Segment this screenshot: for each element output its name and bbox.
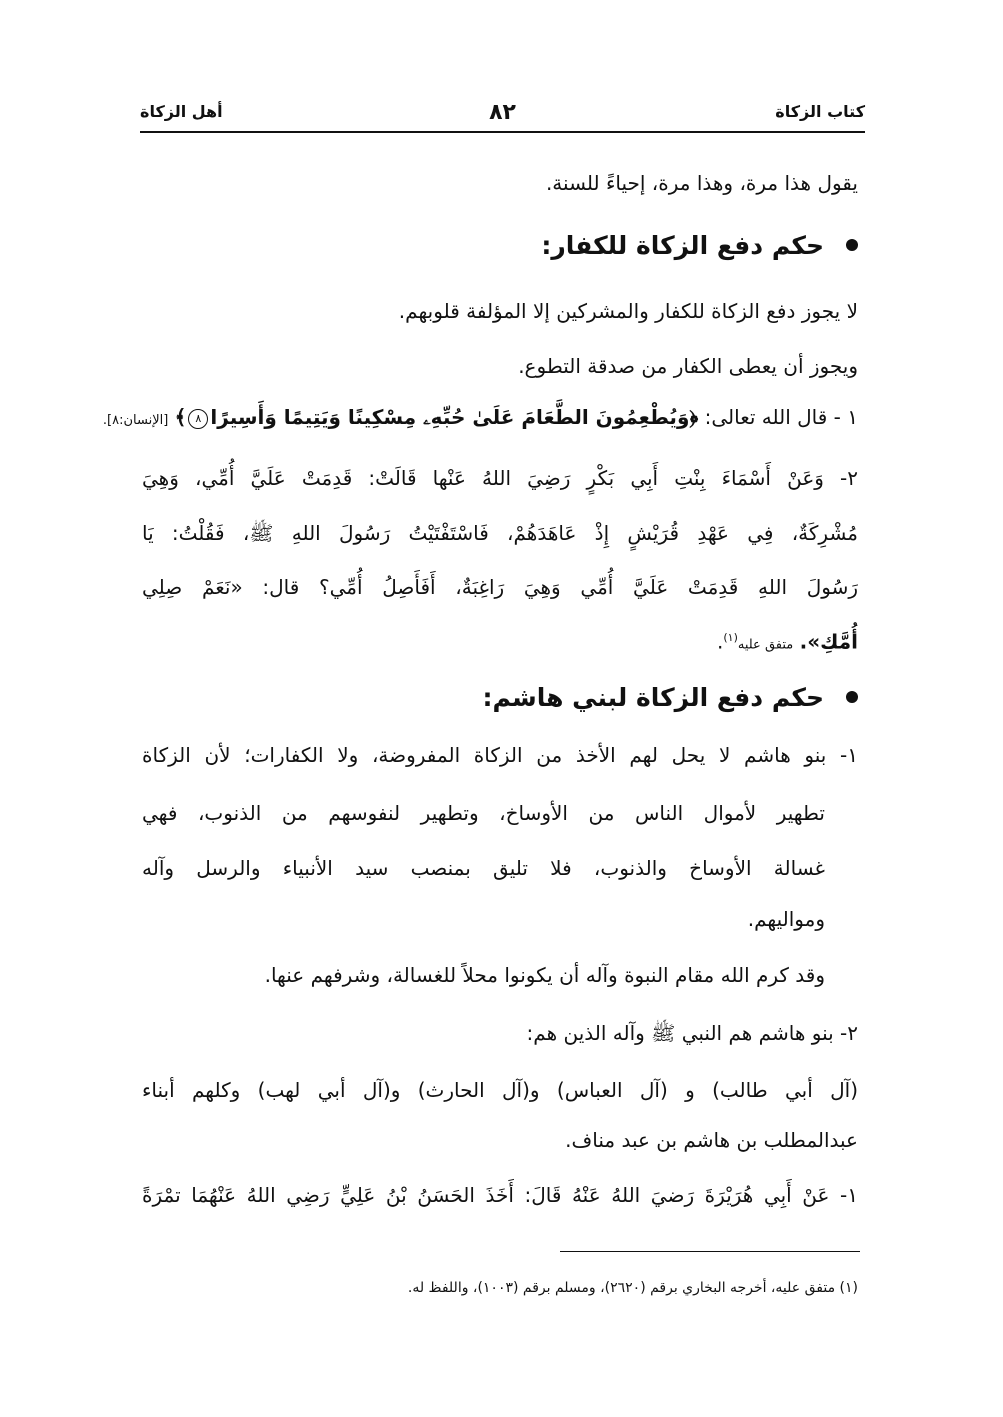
item-prefix: ١ - قال الله تعالى: [704,405,858,429]
paragraph-line: عبدالمطلب بن هاشم بن عبد مناف. [565,1128,858,1152]
full-stop: . [716,629,724,654]
bullet-icon [846,691,858,703]
quran-citation-item [103,402,858,436]
intro-line: يقول هذا مرة، وهذا مرة، إحياءً للسنة. [545,171,858,195]
paragraph-line: غسالة الأوساخ والذنوب، فلا تليق بمنصب سيد الأنبياء والرسل وآله [142,856,825,880]
hadith-line: رَسُولَ اللهِ قَدِمَتْ عَلَيَّ أُمِّي وَهِيَ رَاغِبَةٌ، أَفَأَصِلُ أُمِّي؟ قال: «نَعَمْ صِلِي [142,575,858,599]
verse-close-bracket: ﴾ [174,405,187,429]
hadith-line-end [717,623,858,661]
hadith-line: ١- عَنْ أَبِي هُرَيْرَةَ رَضيَ اللهُ عَنْهُ قَالَ: أَخَذَ الحَسَنُ بْنُ عَلِيٍّ رَضِي اللهُ عَنْهُمَا تمْرَةً [142,1183,858,1207]
footnote-ref: (١) [723,631,738,644]
section-heading-kuffar [541,228,858,264]
list-item: ٢- بنو هاشم هم النبي ﷺ وآله الذين هم: [526,1021,858,1045]
paragraph: وقد كرم الله مقام النبوة وآله أن يكونوا محلاً للغسالة، وشرفهم عنها. [264,963,825,987]
source-note: متفق عليه [737,637,794,653]
running-header [140,102,865,132]
paragraph: لا يجوز دفع الزكاة للكفار والمشركين إلا المؤلفة قلوبهم. [398,299,858,323]
paragraph: ويجوز أن يعطى الكفار من صدقة التطوع. [518,354,858,378]
heading-text: حكم دفع الزكاة للكفار: [541,231,824,260]
ayah-number-mark: ٨ [188,409,208,429]
hadith-text: أُمَّكِ». [799,629,858,654]
header-rule [140,131,865,133]
verse-reference: [الإنسان:٨]. [102,413,169,428]
paragraph-line: تطهير لأموال الناس من الأوساخ، وتطهير لنفوسهم من الذنوب، فهي [142,801,825,825]
footnote-rule [560,1251,860,1252]
quran-verse: ﴿وَيُطْعِمُونَ الطَّعَامَ عَلَىٰ حُبِّهِۦ مِسْكِينًا وَيَتِيمًا وَأَسِيرًا [210,405,699,429]
paragraph-line: ١- بنو هاشم لا يحل لهم الأخذ من الزكاة المفروضة، ولا الكفارات؛ لأن الزكاة [142,743,858,767]
footnote: (١) متفق عليه، أخرجه البخاري برقم (٢٦٢٠)، ومسلم برقم (١٠٠٣)، واللفظ له. [407,1280,858,1296]
paragraph-line: (آل أبي طالب) و (آل العباس) و(آل الحارث) و(آل أبي لهب) وكلهم أبناء [142,1078,858,1102]
paragraph-line: ومواليهم. [747,907,825,931]
hadith-line: ٢- وَعَنْ أَسْمَاءَ بِنْتِ أَبِي بَكْرٍ رَضِيَ اللهُ عَنْها قَالَتْ: قَدِمَتْ عَلَيَّ أُمِّي، وَهِيَ [142,466,858,490]
chapter-title: أهل الزكاة [140,102,223,121]
hadith-line: مُشْرِكَةٌ، فِي عَهْدِ قُرَيْشٍ إِذْ عَاهَدَهُمْ، فَاسْتَفْتَيْتُ رَسُولَ اللهِ ﷺ، فَقُلْتُ: يَا [142,521,858,545]
section-heading-bani-hashim [483,680,858,716]
page-number: ٨٢ [489,100,516,125]
bullet-icon [846,239,858,251]
book-title: كتاب الزكاة [775,102,865,121]
heading-text: حكم دفع الزكاة لبني هاشم: [482,683,824,712]
